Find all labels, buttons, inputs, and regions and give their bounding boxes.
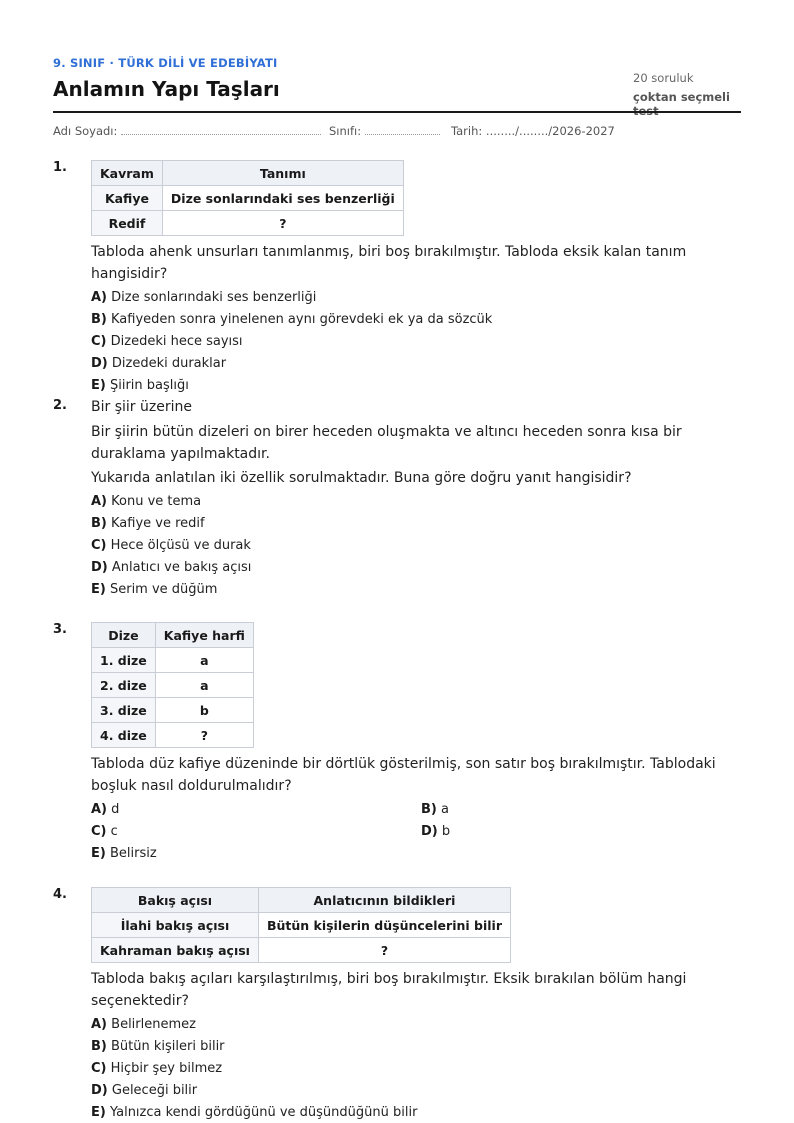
option-d[interactable]: D) Anlatıcı ve bakış açısı [91,560,252,575]
options-list [91,287,741,397]
table-header-row [92,623,254,648]
question-body [91,396,741,601]
class-blank[interactable] [365,125,440,135]
option-e[interactable]: E) Belirsiz [91,846,157,861]
question-stem: Tabloda ahenk unsurları tanımlanmış, biri boş bırakılmıştır. Tabloda eksik kalan tanım hangisidir? [91,244,687,282]
option-c[interactable]: C) Dizedeki hece sayısı [91,334,243,349]
option-c[interactable]: C) Hiçbir şey bilmez [91,1061,223,1076]
question-number: 4. [53,887,67,902]
option-a[interactable]: A) d [91,802,120,817]
table-cell: ? [258,938,510,963]
option-c[interactable]: C) Hece ölçüsü ve durak [91,538,251,553]
option-b[interactable]: B) a [421,802,449,817]
rhyme-table [91,622,254,748]
table-cell: ? [162,211,403,236]
question-intro: Bir şiir üzerine [91,399,192,415]
table-header: Dize [92,623,156,648]
option-a[interactable]: A) Belirlenemez [91,1017,196,1032]
date-field[interactable] [451,124,615,138]
name-label: Adı Soyadı: [53,124,118,138]
table-cell: 3. dize [92,698,156,723]
question-passage: Bir şiirin bütün dizeleri on birer heceden oluşmakta ve altıncı heceden sonra kısa bir duraklama yapılmaktadır. [91,424,682,462]
option-b[interactable]: B) Kafiye ve redif [91,516,205,531]
option-c[interactable]: C) c [91,824,118,839]
table-cell: 1. dize [92,648,156,673]
option-a[interactable]: A) Dize sonlarındaki ses benzerliği [91,290,317,305]
options-list [91,491,741,601]
class-field[interactable] [329,124,440,138]
table-header: Kafiye harfi [155,623,253,648]
option-d[interactable]: D) b [421,824,451,839]
class-label: Sınıfı: [329,124,362,138]
table-row [92,698,254,723]
options-list [91,1014,741,1123]
table-row [92,211,404,236]
question-number: 1. [53,160,67,175]
table-header: Anlatıcının bildikleri [258,888,510,913]
table-cell: Kafiye [92,186,163,211]
table-cell: 2. dize [92,673,156,698]
table-header: Kavram [92,161,163,186]
question-body [91,622,741,865]
options-grid [91,799,741,865]
question-number: 2. [53,398,67,413]
option-e[interactable]: E) Şiirin başlığı [91,378,189,393]
table-header: Tanımı [162,161,403,186]
table-row [92,186,404,211]
name-blank[interactable] [121,125,321,135]
test-type: çoktan seçmeli [633,90,730,104]
option-e[interactable]: E) Serim ve düğüm [91,582,218,597]
table-header: Bakış açısı [92,888,259,913]
header-divider [53,111,741,113]
table-row [92,673,254,698]
question-stem: Tabloda bakış açıları karşılaştırılmış, biri boş bırakılmıştır. Eksik bırakılan bölüm hangi seçenektedir? [91,971,687,1009]
question-body [91,160,741,397]
table-row [92,723,254,748]
question-body [91,887,741,1123]
question-count: 20 soruluk [633,71,694,85]
question-number: 3. [53,622,67,637]
concept-table [91,160,404,236]
date-label: Tarih: [451,124,483,138]
name-field[interactable] [53,124,321,138]
table-cell: ? [155,723,253,748]
option-a[interactable]: A) Konu ve tema [91,494,202,509]
option-e[interactable]: E) Yalnızca kendi gördüğünü ve düşündüğünü bilir [91,1105,418,1120]
option-b[interactable]: B) Kafiyeden sonra yinelenen aynı görevdeki ek ya da sözcük [91,312,493,327]
table-cell: a [155,648,253,673]
subject-label: 9. SINIF · TÜRK DİLİ VE EDEBİYATI [53,56,278,70]
table-cell: Kahraman bakış açısı [92,938,259,963]
table-cell: Dize sonlarındaki ses benzerliği [162,186,403,211]
table-header-row [92,161,404,186]
option-d[interactable]: D) Dizedeki duraklar [91,356,227,371]
table-row [92,938,511,963]
page-title: Anlamın Yapı Taşları [53,77,280,101]
table-cell: Redif [92,211,163,236]
table-row [92,913,511,938]
question-stem: Tabloda düz kafiye düzeninde bir dörtlük gösterilmiş, son satır boş bırakılmıştır. Tablodaki boşluk nasıl doldurulmalıdır? [91,756,716,794]
table-cell: b [155,698,253,723]
table-cell: 4. dize [92,723,156,748]
table-row [92,648,254,673]
date-value: ......../......../2026-2027 [485,124,615,138]
table-cell: a [155,673,253,698]
question-stem: Yukarıda anlatılan iki özellik sorulmaktadır. Buna göre doğru yanıt hangisidir? [91,470,632,486]
table-header-row [92,888,511,913]
perspective-table [91,887,511,963]
table-cell: İlahi bakış açısı [92,913,259,938]
table-cell: Bütün kişilerin düşüncelerini bilir [258,913,510,938]
option-d[interactable]: D) Geleceği bilir [91,1083,198,1098]
option-b[interactable]: B) Bütün kişileri bilir [91,1039,225,1054]
